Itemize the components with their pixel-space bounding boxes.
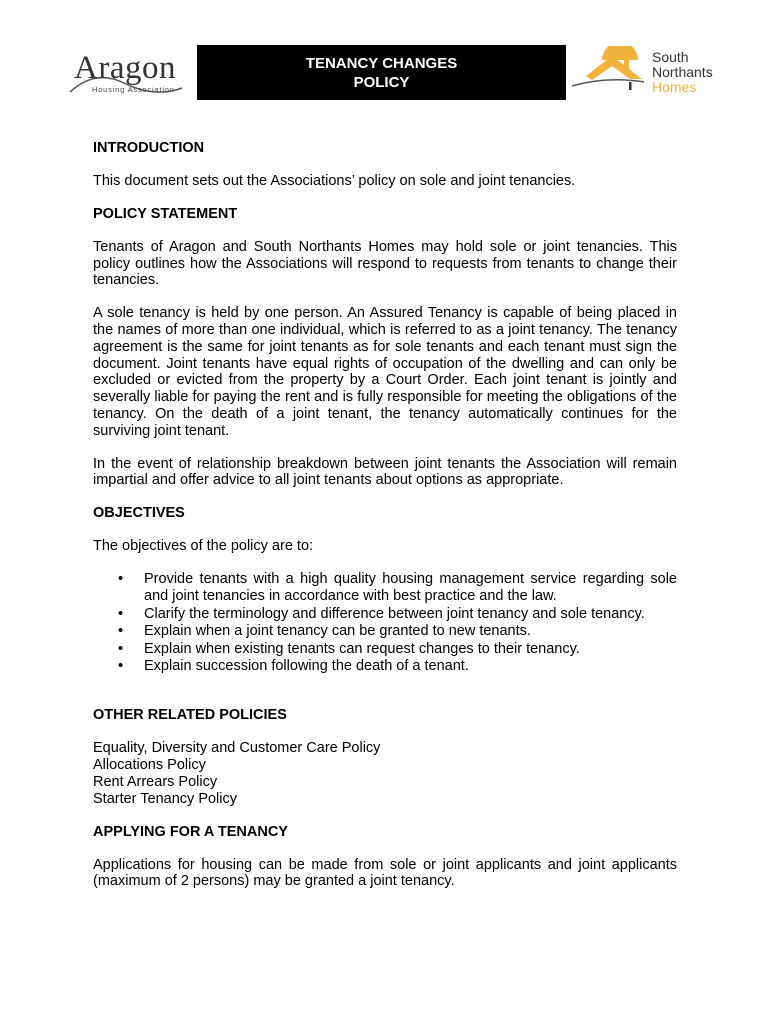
policy-statement-heading: POLICY STATEMENT bbox=[93, 205, 238, 222]
other-policy-item: Starter Tenancy Policy bbox=[93, 790, 237, 807]
other-policy-item: Allocations Policy bbox=[93, 757, 206, 774]
snh-logo-line-1: South bbox=[652, 49, 689, 65]
introduction-text: This document sets out the Associations’ policy on sole and joint tenancies. bbox=[93, 173, 576, 189]
document-body bbox=[93, 140, 677, 890]
document-title bbox=[197, 45, 566, 100]
list-item: • Explain when existing tenants can request changes to their tenancy. bbox=[118, 640, 580, 657]
bullet-icon: • bbox=[118, 640, 124, 657]
applying-heading: APPLYING FOR A TENANCY bbox=[93, 823, 288, 840]
policy-statement-para-3: In the event of relationship breakdown between joint tenants the Association will remain impartial and offer advice to all joint tenants about options as appropriate. bbox=[93, 455, 677, 489]
introduction-heading: INTRODUCTION bbox=[93, 140, 205, 156]
document-header bbox=[0, 0, 770, 120]
bullet-icon: • bbox=[118, 605, 124, 622]
title-line-1: TENANCY CHANGES bbox=[305, 54, 458, 72]
title-line-2: POLICY bbox=[353, 73, 410, 91]
applying-text: Applications for housing can be made from sole or joint applicants and joint applicants (maximum of 2 persons) may be granted a joint tenancy. bbox=[93, 856, 677, 890]
bullet-icon: • bbox=[118, 657, 124, 674]
objectives-intro: The objectives of the policy are to: bbox=[93, 538, 314, 555]
snh-logo-text bbox=[652, 50, 713, 95]
list-item: • Provide tenants with a high quality housing management service regarding sole and joint tenancies in accordance with best practice and the law. bbox=[118, 570, 677, 605]
objectives-list bbox=[93, 571, 677, 675]
list-item: • Explain succession following the death of a tenant. bbox=[118, 657, 469, 674]
other-policy-item: Rent Arrears Policy bbox=[93, 773, 218, 790]
policy-statement-para-2: A sole tenancy is held by one person. An Assured Tenancy is capable of being placed in the names of more than one individual, which is referred to as a joint tenancy. The tenancy agreement is the same for joint tenants as for sole tenants and each tenant must sign the document. Joint tenants have equal rights of occupation of the dwelling and can only be excluded or evicted from the property by a Court Order. Each joint tenant is jointly and severally liable for paying the rent and is fully responsible for meeting the obligations of the tenancy. On the death of a joint tenant, the tenancy automatically continues for the surviving joint tenant. bbox=[93, 305, 677, 439]
bullet-icon: • bbox=[118, 623, 124, 640]
other-policies-heading: OTHER RELATED POLICIES bbox=[93, 707, 287, 724]
snh-logo-line-3: Homes bbox=[652, 79, 697, 95]
other-policy-item: Equality, Diversity and Customer Care Policy bbox=[93, 740, 381, 757]
south-northants-homes-logo bbox=[572, 46, 732, 96]
house-sun-icon bbox=[572, 46, 652, 94]
bullet-icon: • bbox=[118, 570, 124, 587]
snh-logo-line-2: Northants bbox=[652, 64, 713, 80]
aragon-logo-name: Aragon bbox=[74, 50, 176, 86]
list-item: • Explain when a joint tenancy can be granted to new tenants. bbox=[118, 623, 531, 640]
policy-statement-para-1: Tenants of Aragon and South Northants Homes may hold sole or joint tenancies. This policy outlines how the Associations will respond to requests from tenants to change their tenancies. bbox=[93, 238, 677, 289]
aragon-logo-subtitle: Housing Association bbox=[92, 85, 175, 94]
objectives-heading: OBJECTIVES bbox=[93, 505, 185, 522]
aragon-logo bbox=[66, 48, 186, 98]
list-item: • Clarify the terminology and difference between joint tenancy and sole tenancy. bbox=[118, 605, 645, 622]
